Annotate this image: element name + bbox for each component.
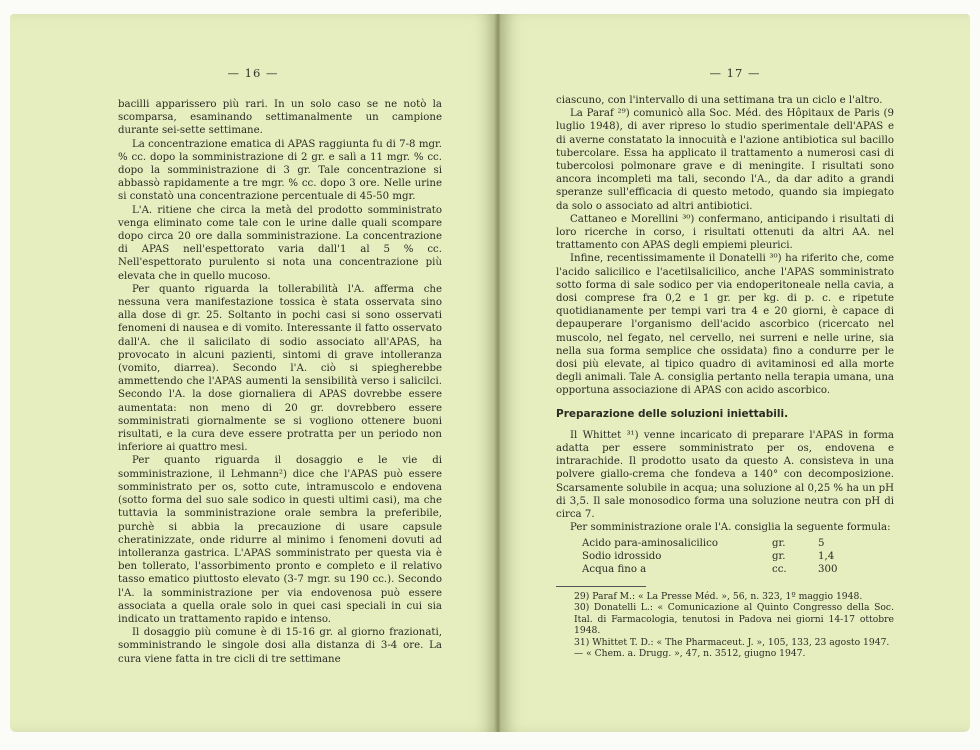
paragraph: ciascuno, con l'intervallo di una settimana tra un ciclo e l'altro.: [556, 95, 883, 106]
footnote-text: — « Chem. a. Drugg. », 47, n. 3512, giugno 1947.: [574, 648, 806, 660]
paragraph: Il dosaggio più comune è di 15-16 gr. al giorno frazionati, somministrando le singole dosi alla distanza di 3-4 ore. La cura viene fatta in tre cicli di tre settimane: [118, 627, 442, 665]
paragraph: La Paraf ²⁹) comunicò alla Soc. Méd. des Hôpitaux de Paris (9 luglio 1948), di aver ripreso lo studio sperimentale dell'APAS e di averne constatato la innocuità e l'azione antibiotica sul bacillo tubercolare. Essa ha applicato il trattamento a numerosi casi di tubercolosi polmonare grave e di meningite. I risultati sono ancora incompleti ma tali, secondo l'A., da dar adito a grandi speranze sull'efficacia di questo metodo, quando sia impiegato da solo o associato ad altri antibiotici.: [556, 108, 894, 212]
right-page: [500, 14, 970, 732]
footnote: [556, 648, 894, 660]
formula-ingredient: Sodio idrossido: [582, 550, 662, 562]
footnote-divider: [556, 586, 646, 587]
paragraph: L'A. ritiene che circa la metà del prodotto somministrato venga eliminato come tale con le urine dalle quali scompare dopo circa 20 ore dalla somministrazione. La concentrazione di APAS nell'espettorato varia dall'1 al 5 % cc. Nell'espettorato purulento si nota una concentrazione più elevata che in quello mucoso.: [118, 204, 442, 282]
footnote: [556, 602, 894, 637]
formula-amount: 300: [818, 563, 838, 575]
paragraph: Il Whittet ³¹) venne incaricato di preparare l'APAS in forma adatta per essere somministrato per os, endovena e intrarachide. Il prodotto usato da questo A. consisteva in una polvere giallo-crema che fondeva a 140° con decomposizione. Scarsamente solubile in acqua; una soluzione al 0,25 % ha un pH di 3,5. Il sale monosodico forma una soluzione neutra con pH di circa 7.: [556, 429, 894, 521]
paragraph: Per somministrazione orale l'A. consiglia la seguente formula:: [570, 522, 891, 534]
left-page-text: [118, 98, 442, 666]
formula-amount: 5: [818, 537, 825, 549]
right-page-number: — 17 —: [709, 66, 761, 80]
footnote: [556, 591, 894, 603]
formula-row: [582, 550, 847, 563]
paragraph: Cattaneo e Morellini ³⁰) confermano, anticipando i risultati di loro ricerche in corso, i risultati ottenuti da altri AA. nel trattamento con APAS degli empiemi pleurici.: [556, 213, 894, 252]
paragraph: bacilli apparissero più rari. In un solo caso se ne notò la scomparsa, esaminando settimanalmente un campione durante sei-sette settimane.: [118, 99, 442, 137]
formula-unit: cc.: [772, 563, 787, 575]
footnote-text: Donatelli L.: « Comunicazione al Quinto Congresso della Soc. Ital. di Farmacologia, tenutosi in Padova nei giorni 14-17 ottobre 1948.: [574, 602, 894, 637]
footnote-text: Whittet T. D.: « The Pharmaceut. J. », 105, 133, 23 agosto 1947.: [592, 636, 890, 648]
right-paragraphs-before: [556, 94, 894, 398]
formula-row: [582, 537, 847, 550]
right-paragraphs-after: [556, 429, 894, 535]
footnote-marker: 31): [574, 636, 590, 648]
formula-ingredient: Acqua fino a: [582, 563, 647, 575]
left-page: [10, 14, 496, 732]
footnote: [556, 637, 894, 649]
formula-amount: 1,4: [818, 550, 835, 562]
paragraph: Per quanto riguarda il dosaggio e le vie di somministrazione, il Lehmann²) dice che l'APAS può essere somministrato per os, sotto cute, intramuscolo e endovena (sotto forma del suo sale sodico in questi ultimi casi), ma che tuttavia la somministrazione orale sembra la preferibile, purchè si abbia la precauzione di usare capsule cheratinizzate, onde ridurre al minimo i fenomeni dovuti ad intolleranza gastrica. L'APAS somministrato per questa via è ben tollerato, l'assorbimento pronto e completo e il relativo tasso ematico piuttosto elevato (3-7 mgr. su 190 cc.). Secondo l'A. la somministrazione per via endovenosa può essere associata a quella orale solo in quei casi speciali in cui sia indicato un trattamento rapido e intenso.: [118, 455, 442, 625]
footnote-marker: 30): [574, 602, 590, 614]
right-page-text: [556, 94, 894, 660]
formula-unit: gr.: [772, 537, 786, 549]
left-page-number: — 16 —: [227, 66, 279, 80]
formula-table: [582, 537, 847, 576]
paragraph: La concentrazione ematica di APAS raggiunta fu di 7-8 mgr. % cc. dopo la somministrazione di 2 gr. e salì a 11 mgr. % cc. dopo la somministrazione di 3 gr. Tale concentrazione si abbassò rapidamente a tre mgr. % cc. dopo 3 ore. Nelle urine si constatò una concentrazione percentuale di 45-50 mgr.: [118, 138, 442, 203]
paragraph: Per quanto riguarda la tollerabilità l'A. afferma che nessuna vera manifestazione tossica è stata osservata sino alla dose di gr. 25. Soltanto in pochi casi si sono osservati fenomeni di nausea e di vomito. Interessante il fatto osservato dall'A. che il salicilato di sodio associato all'APAS, ha provocato in alcuni pazienti, sintomi di grave intolleranza (vomito, diarrea). Secondo l'A. ciò si spiegherebbe ammettendo che l'APAS aumenti la sensibilità verso i salicilci. Secondo l'A. la dose giornaliera di APAS dovrebbe essere aumentata: non meno di 20 gr. dovrebbero essere somministrati giornalmente se si vogliono ottenere buoni risultati, e la cura deve essere protratta per un periodo non inferiore ai quattro mesi.: [118, 283, 442, 454]
formula-row: [582, 563, 847, 576]
formula-ingredient: Acido para-aminosalicilico: [582, 537, 719, 549]
paragraph: Infine, recentissimamente il Donatelli ³⁰) ha riferito che, come l'acido salicilico e l'acetilsalicilico, anche l'APAS somministrato sotto forma di sale sodico per via endoperitoneale nella cavia, a dosi comprese fra 0,2 e 1 gr. per kg. di p. c. e ripetute quotidianamente per tempi vari tra 4 e 20 giorni, è capace di depauperare l'organismo dell'acido ascorbico (ricercato nel muscolo, nel fegato, nel cervello, nei surreni e nelle urine, sia nella sua forma semplice che ossidata) fino a condurre per le dosi più elevate, al tipico quadro di avitaminosi ed alla morte degli animali. Tale A. consiglia pertanto nella terapia umana, una opportuna associazione di APAS con acido ascorbico.: [556, 253, 894, 397]
footnote-text: Paraf M.: « La Presse Méd. », 56, n. 323, 1º maggio 1948.: [592, 590, 863, 602]
footnotes: [556, 591, 894, 661]
section-heading: Preparazione delle soluzioni iniettabili.: [556, 407, 789, 420]
formula-unit: gr.: [772, 550, 786, 562]
footnote-marker: 29): [574, 590, 590, 602]
